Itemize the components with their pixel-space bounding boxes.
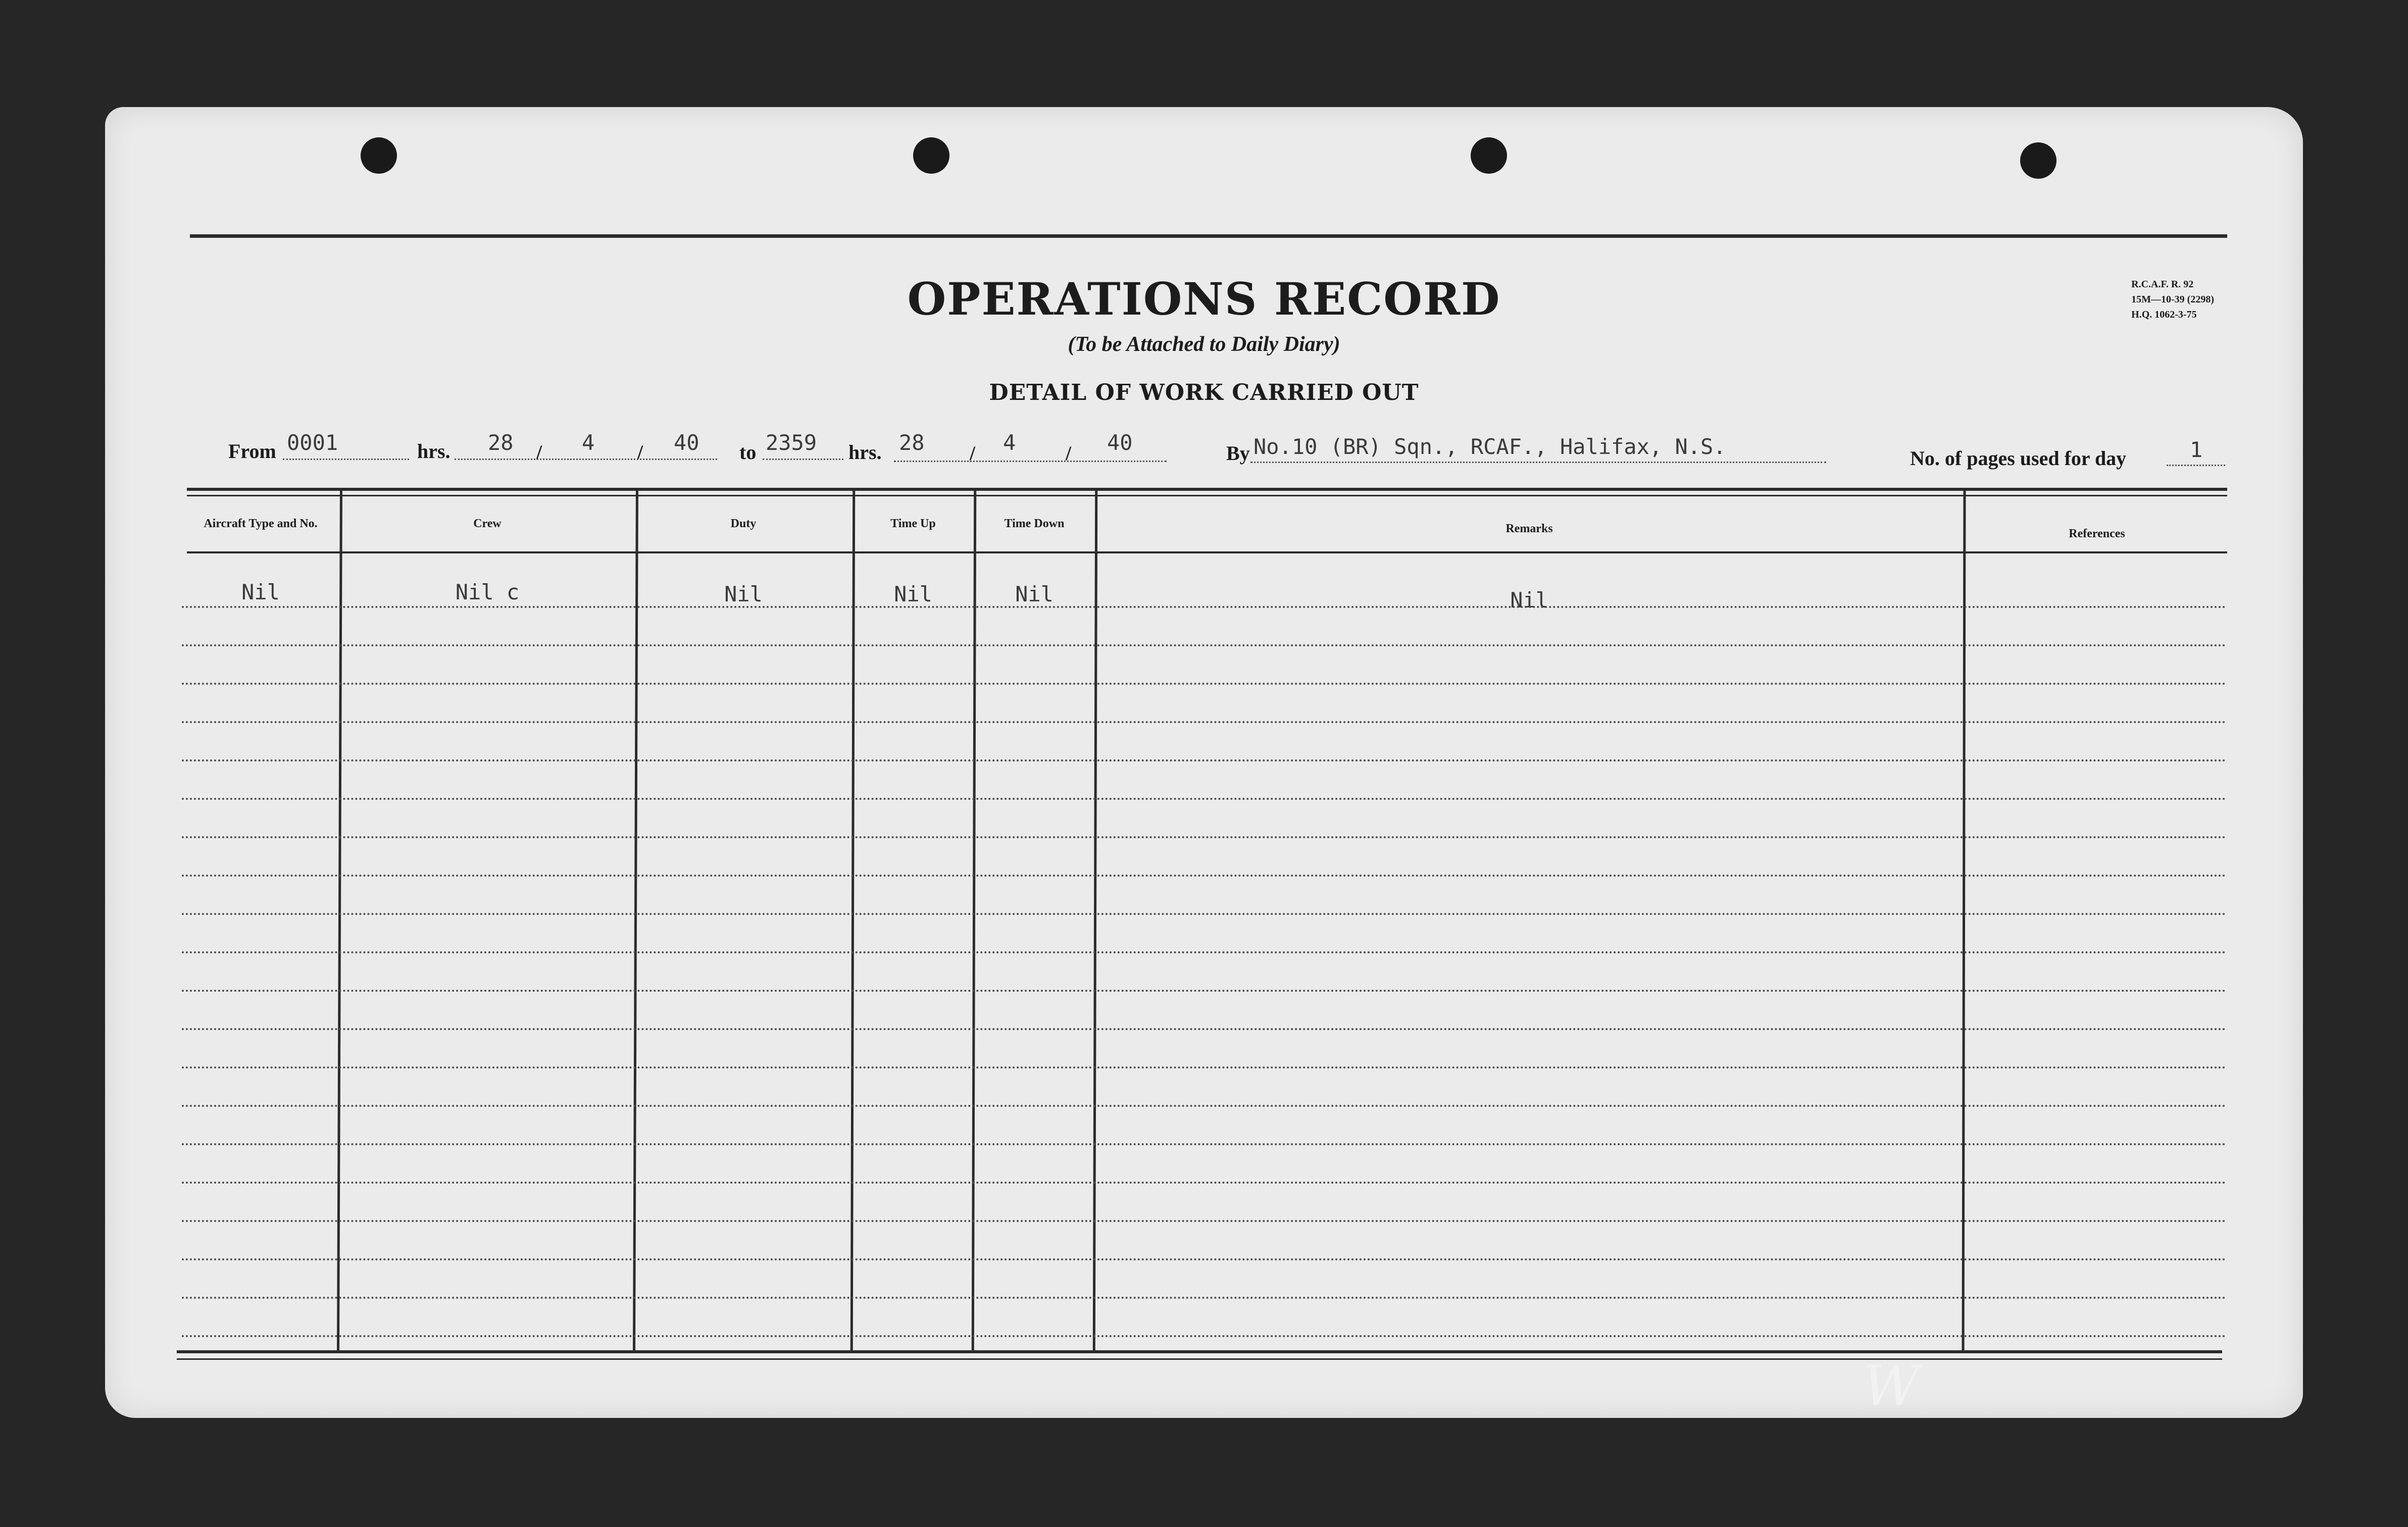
- ruled-line: [182, 644, 2227, 646]
- column-header-time-up: Time Up: [890, 517, 936, 530]
- ruled-line: [182, 1066, 2227, 1068]
- from-year-field: 40: [674, 430, 699, 455]
- form-reference: [2131, 277, 2214, 322]
- hrs-label: hrs.: [848, 441, 882, 464]
- form-reference-line: 15M—10-39 (2298): [2131, 294, 2214, 305]
- table-top-rule: [187, 488, 2227, 491]
- cell-time-up: Nil: [894, 582, 932, 606]
- pages-underline: [2167, 465, 2225, 466]
- from-label: From: [228, 440, 276, 463]
- pages-used-field: 1: [2190, 437, 2203, 462]
- form-subtitle: (To be Attached to Daily Diary): [1068, 333, 1340, 356]
- ruled-line: [182, 951, 2227, 953]
- to-day-field: 28: [899, 430, 925, 455]
- binder-hole: [1471, 137, 1507, 174]
- binder-hole: [913, 137, 949, 174]
- to-label: to: [739, 441, 757, 464]
- date-separator: /: [1066, 442, 1072, 465]
- ruled-line: [182, 1028, 2227, 1030]
- ruled-line: [182, 836, 2227, 838]
- binder-hole: [361, 137, 397, 174]
- ruled-line: [182, 1335, 2227, 1337]
- by-label: By: [1226, 442, 1250, 465]
- ruled-line: [182, 1297, 2227, 1299]
- cell-remarks: Nil: [1510, 588, 1548, 613]
- cell-duty: Nil: [724, 582, 763, 606]
- ruled-line: [182, 606, 2227, 608]
- top-rule: [190, 234, 2227, 238]
- ruled-line: [182, 721, 2227, 723]
- by-underline: [1250, 462, 1826, 463]
- cell-aircraft: Nil: [241, 580, 280, 604]
- handwritten-initials: W: [1863, 1353, 1920, 1418]
- form-reference-line: R.C.A.F. R. 92: [2131, 279, 2194, 290]
- binder-hole: [2020, 142, 2056, 179]
- from-day-field: 28: [488, 430, 514, 455]
- ruled-line: [182, 1143, 2227, 1145]
- ruled-line: [182, 683, 2227, 685]
- ruled-line: [182, 759, 2227, 761]
- ruled-line: [182, 1105, 2227, 1107]
- cell-crew: Nil c: [455, 580, 520, 604]
- header-bottom-rule: [187, 551, 2227, 553]
- from-time-underline: [283, 459, 409, 460]
- cell-time-down: Nil: [1015, 582, 1054, 606]
- from-month-field: 4: [582, 430, 595, 455]
- by-unit-field: No.10 (BR) Sqn., RCAF., Halifax, N.S.: [1253, 434, 1726, 459]
- column-header-references: References: [2069, 527, 2125, 540]
- ruled-line: [182, 875, 2227, 877]
- column-header-time-down: Time Down: [1004, 517, 1065, 530]
- ruled-line: [182, 1182, 2227, 1184]
- hrs-label: hrs.: [417, 440, 450, 463]
- from-date-underline: [455, 459, 717, 460]
- date-separator: /: [536, 441, 542, 464]
- to-month-field: 4: [1003, 430, 1016, 455]
- date-separator: /: [970, 442, 976, 465]
- pages-label: No. of pages used for day: [1910, 447, 2127, 470]
- ruled-line: [182, 913, 2227, 915]
- to-time-underline: [763, 459, 843, 460]
- form-title: OPERATIONS RECORD: [907, 273, 1501, 325]
- ruled-line: [182, 990, 2227, 992]
- to-year-field: 40: [1107, 430, 1133, 455]
- ruled-line: [182, 1258, 2227, 1260]
- to-time-field: 2359: [766, 430, 817, 455]
- column-header-aircraft: Aircraft Type and No.: [204, 517, 318, 530]
- to-date-underline: [894, 461, 1167, 462]
- form-reference-line: H.Q. 1062-3-75: [2131, 309, 2197, 320]
- column-header-crew: Crew: [473, 517, 501, 530]
- detail-heading: DETAIL OF WORK CARRIED OUT: [989, 380, 1419, 405]
- table-top-rule-inner: [187, 495, 2227, 496]
- date-separator: /: [637, 441, 643, 464]
- ruled-line: [182, 798, 2227, 800]
- column-header-duty: Duty: [730, 517, 757, 530]
- from-time-field: 0001: [287, 430, 338, 455]
- ruled-line: [182, 1220, 2227, 1222]
- column-header-remarks: Remarks: [1506, 522, 1553, 535]
